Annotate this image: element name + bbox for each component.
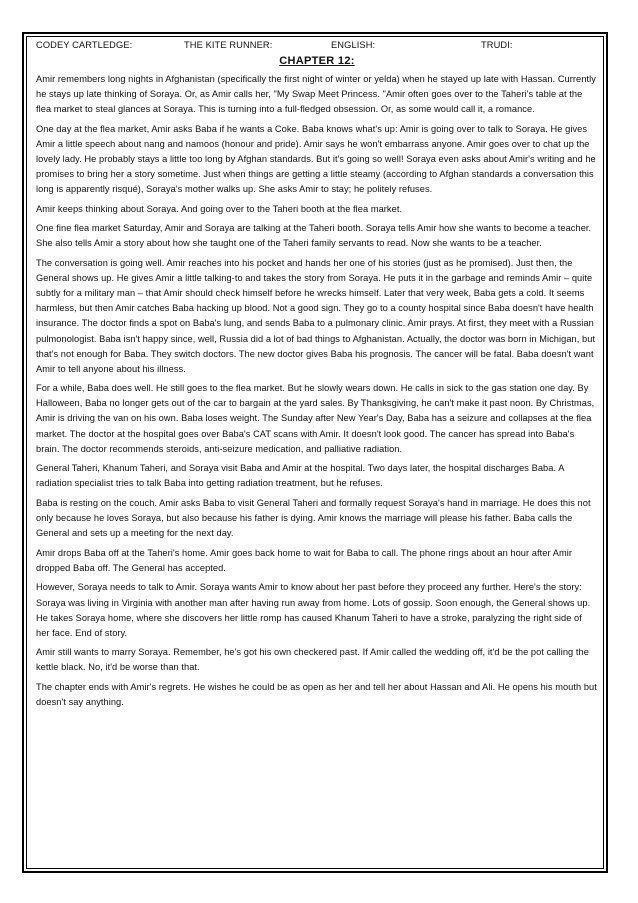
summary-body [36,72,598,710]
header-subject: ENGLISH: [331,40,376,50]
paragraph: Amir drops Baba off at the Taheri's home. Amir goes back home to wait for Baba to call. The phone rings about an hour after Amir dropped Baba off. The General has accepted. [36,547,572,573]
paragraph: The chapter ends with Amir's regrets. He wishes he could be as open as her and tell her about Hassan and Ali. He opens his mouth but doesn't say anything. [36,681,597,708]
header-author: CODEY CARTLEDGE: [36,40,133,50]
paragraph: However, Soraya needs to talk to Amir. Soraya wants Amir to know about her past before they proceed any further. Here's the story: Soraya was living in Virginia with another man after having run away from home. Lots of gossip. Soon enough, the General shows up. He takes Soraya home, where she discovers her little romp has caused Khanum Taheri to have a stroke, paralyzing the right side of her face. End of story. [36,582,591,638]
paragraph: For a while, Baba does well. He still goes to the flea market. But he slowly wears down. He calls in sick to the gas station one day. By Halloween, Baba no longer gets out of the car to bargain at the yard sales. By Thanksgiving, he can't make it past noon. By Christmas, Amir is driving the van on his own. Baba loses weight. The Sunday after New Year's Day, Baba has a seizure and collapses at the flea market. The doctor at the hospital goes over Baba's CAT scans with Amir. It doesn't look good. The cancer has spread into Baba's brain. The doctor recommends steroids, anti-seizure medication, and palliative radiation. [36,383,595,454]
document-content [36,40,598,715]
paragraph: General Taheri, Khanum Taheri, and Soraya visit Baba and Amir at the hospital. Two days later, the hospital discharges Baba. A radiation specialist tries to talk Baba into getting radiation treatment, but he refuses. [36,463,564,489]
header-book: THE KITE RUNNER: [184,40,273,50]
paragraph: One day at the flea market, Amir asks Baba if he wants a Coke. Baba knows what's up: Amir is going over to talk to Soraya. He gives Amir a little speech about nang and namoos (honour and pride). Amir says he won't embarrass anyone. Amir goes over to chat up the lovely lady. He probably stays a little too long by Afghan standards. But it's going so well! Soraya even asks about Amir's writing and he promises to bring her a story sometime. Just when things are getting a little steamy (according to Afghan standards a conversation this long is apparently risqué), Soraya's mother walks up. She asks Amir to stay; he politely refuses. [36,123,596,195]
header-row [36,40,598,54]
paragraph: Amir still wants to marry Soraya. Remember, he's got his own checkered past. If Amir called the wedding off, it'd be the pot calling the kettle black. No, it'd be worse than that. [36,647,589,673]
paragraph: Amir remembers long nights in Afghanistan (specifically the first night of winter or yelda) when he stayed up late with Hassan. Currently he stays up late thinking of Soraya. Or, as Amir calls her, "My Swap Meet Princess. "Amir often goes over to the Taheri's table at the flea market to steal glances at Soraya. This is turning into a full-fledged obsession. Or, as some would call it, a romance. [36,74,596,115]
paragraph: Baba is resting on the couch. Amir asks Baba to visit General Taheri and formally request Soraya's hand in marriage. He does this not only because he loves Soraya, but also because his father is dying. Amir knows the marriage will please his father. Baba calls the General and sets up a meeting for the next day. [36,497,591,539]
paragraph: The conversation is going well. Amir reaches into his pocket and hands her one of his stories (just as he promised). Just then, the General shows up. He gives Amir a little talking-to and takes the story from Soraya. He puts it in the garbage and reminds Amir – quite subtly for a military man – that Amir should check himself before he wrecks himself. Later that very week, Baba gets a cold. It seems harmless, but then Amir catches Baba hacking up blood. Not a good sign. They go to a county hospital since Baba doesn't have health insurance. The doctor finds a spot on Baba's lung, and sends Baba to a pulmonary clinic. Amir prays. At first, they meet with a Russian pulmonologist. Baba isn't happy since, well, Russia did a lot of bad things to Afghanistan. Actually, the doctor was born in Michigan, but that's not enough for Baba. They switch doctors. The new doctor gives Baba his prognosis. The cancer will be fatal. Baba doesn't want Amir to tell anyone about his illness. [36,258,596,374]
paragraph: Amir keeps thinking about Soraya. And going over to the Taheri booth at the flea market. [36,203,403,214]
header-teacher: TRUDI: [481,40,513,50]
paragraph: One fine flea market Saturday, Amir and Soraya are talking at the Taheri booth. Soraya tells Amir how she wants to become a teacher. She also tells Amir a story about how she taught one of the Taheri family servants to read. Now she wants to be a teacher. [36,223,592,249]
chapter-title: CHAPTER 12: [279,55,355,67]
